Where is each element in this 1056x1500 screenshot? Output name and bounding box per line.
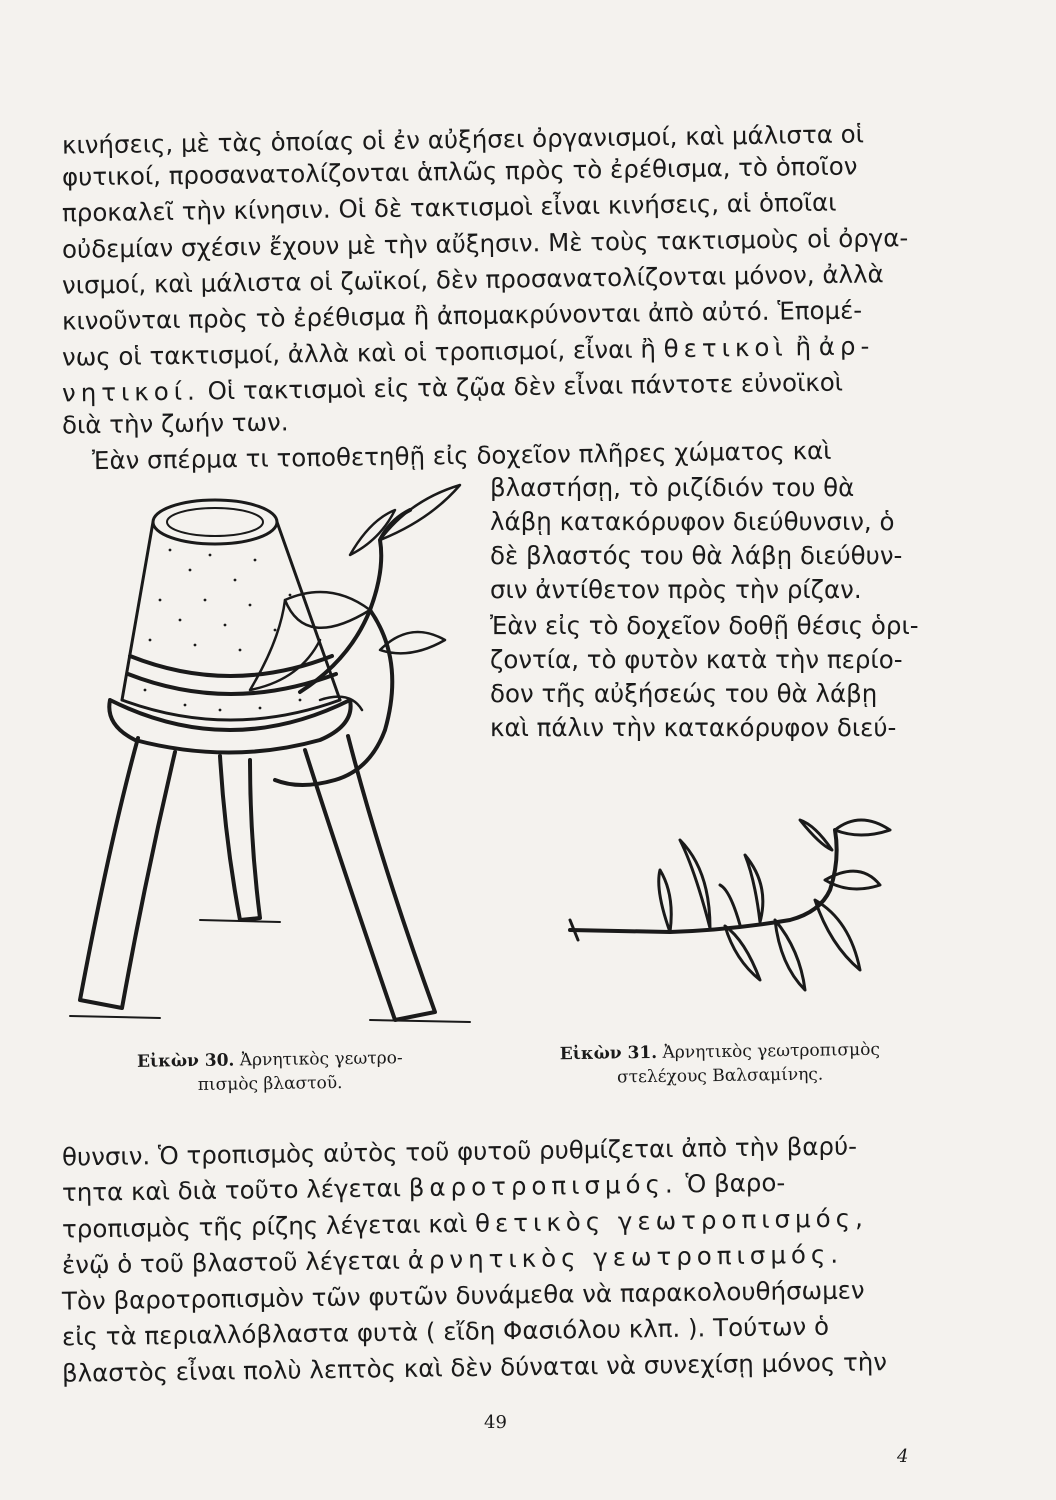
text-line: καὶ πάλιν τὴν κατακόρυφον διεύ- xyxy=(490,713,897,742)
text-line: προκαλεῖ τὴν κίνησιν. Οἱ δὲ τακτισμοὶ εἶναι κινήσεις, αἱ ὁποῖαι xyxy=(61,187,837,228)
text-line: νως οἱ τακτισμοί, ἀλλὰ καὶ οἱ τροπισμοί, εἶναι ἢ θετικοὶ ἢ ἀρ- xyxy=(61,331,875,372)
text-line: κινοῦνται πρὸς τὸ ἐρέθισμα ἢ ἀπομακρύνονται ἀπὸ αὐτό. Ἑπομέ- xyxy=(61,295,863,336)
text-line: νητικοί. Οἱ τακτισμοὶ εἰς τὰ ζῷα δὲν εἶναι πάντοτε εὐνοϊκοὶ xyxy=(61,367,844,408)
text-line: δὲ βλαστός του θὰ λάβῃ διεύθυν- xyxy=(490,541,903,570)
text-line: οὐδεμίαν σχέσιν ἔχουν μὲ τὴν αὔξησιν. Μὲ τοὺς τακτισμοὺς οἱ ὀργα- xyxy=(61,223,909,264)
figure-30-caption: Εἰκὼν 30. Ἀρνητικὸς γεωτρο- πισμὸς βλαστοῦ. xyxy=(136,1048,403,1096)
figure-31-label: Εἰκὼν 31. xyxy=(559,1042,658,1065)
text-line: ζοντία, τὸ φυτὸν κατὰ τὴν περίο- xyxy=(490,645,903,674)
text-line: Ἐὰν εἰς τὸ δοχεῖον δοθῇ θέσις ὁρι- xyxy=(490,611,919,640)
text-line: νισμοί, καὶ μάλιστα οἱ ζωϊκοί, δὲν προσανατολίζονται μόνον, ἀλλὰ xyxy=(61,259,884,300)
text-line: φυτικοί, προσανατολίζονται ἁπλῶς πρὸς τὸ ἐρέθισμα, τὸ ὁποῖον xyxy=(61,151,858,192)
signature-mark: 4 xyxy=(897,1446,909,1467)
text-line: τροπισμὸς τῆς ρίζης λέγεται καὶ θετικὸς γεωτροπισμός, xyxy=(61,1203,868,1244)
text-line: λάβῃ κατακόρυφον διεύθυνσιν, ὁ xyxy=(490,507,895,536)
text-line: βλαστὸς εἶναι πολὺ λεπτὸς καὶ δὲν δύναται νὰ συνεχίσῃ μόνος τὴν xyxy=(61,1347,888,1388)
text-line: διὰ τὴν ζωήν των. xyxy=(61,407,289,440)
figure-30-illustration xyxy=(50,460,490,1040)
text-line: ἐνῷ ὁ τοῦ βλαστοῦ λέγεται ἀρνητικὸς γεωτροπισμός. xyxy=(61,1239,844,1280)
figure-31-caption: Εἰκὼν 31. Ἀρνητικὸς γεωτροπισμὸς στελέχους Βαλσαμίνης. xyxy=(559,1039,881,1088)
text-line: εἰς τὰ περιαλλόβλαστα φυτὰ ( εἴδη Φασιόλου κλπ. ). Τούτων ὁ xyxy=(61,1311,830,1352)
text-line: σιν ἀντίθετον πρὸς τὴν ρίζαν. xyxy=(490,575,862,604)
text-line: τητα καὶ διὰ τοῦτο λέγεται βαροτροπισμός. Ὁ βαρο- xyxy=(61,1167,786,1208)
text-line: Τὸν βαροτροπισμὸν τῶν φυτῶν δυνάμεθα νὰ παρακολουθήσωμεν xyxy=(61,1275,865,1316)
text-line: δον τῆς αὐξήσεώς του θὰ λάβῃ xyxy=(490,679,878,708)
text-line: κινήσεις, μὲ τὰς ὁποίας οἱ ἐν αὐξήσει ὀργανισμοί, καὶ μάλιστα οἱ xyxy=(61,119,865,160)
text-line: Ἐὰν σπέρμα τι τοποθετηθῇ εἰς δοχεῖον πλῆρες χώματος καὶ xyxy=(91,435,832,476)
text-line: βλαστήσῃ, τὸ ριζίδιόν του θὰ xyxy=(490,473,855,502)
figure-31-illustration xyxy=(560,800,910,1000)
figure-30-label: Εἰκὼν 30. xyxy=(136,1050,235,1072)
text-line: θυνσιν. Ὁ τροπισμὸς αὐτὸς τοῦ φυτοῦ ρυθμίζεται ἀπὸ τὴν βαρύ- xyxy=(61,1131,858,1172)
page-number: 49 xyxy=(484,1412,507,1433)
